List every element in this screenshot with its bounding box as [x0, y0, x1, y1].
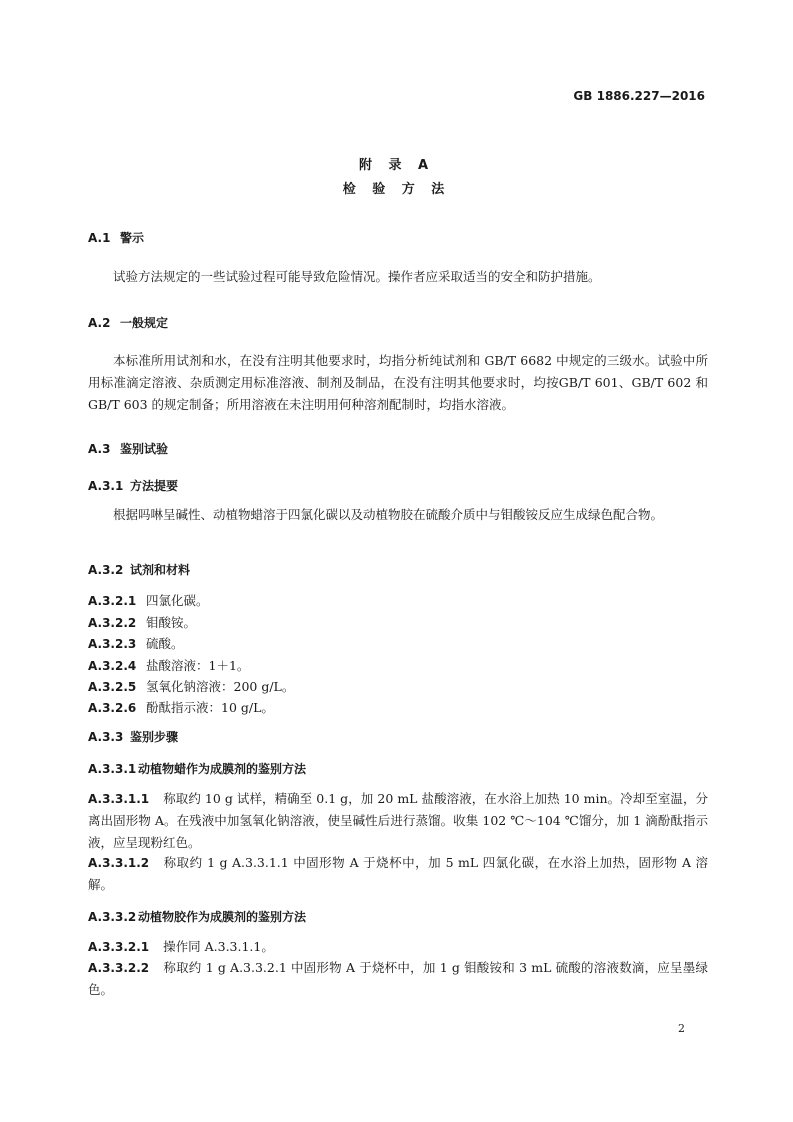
item-number: A.3.2.4	[88, 659, 137, 673]
standard-number: GB 1886.227—2016	[573, 89, 705, 103]
paragraph-a2: 本标准所用试剂和水，在没有注明其他要求时，均指分析纯试剂和 GB/T 6682 中规定的三级水。试验中所用标准滴定溶液、杂质测定用标准溶液、制剂及制品，在没有注明其他要求时，均按GB/T 601、GB/T 602 和 GB/T 603 的规定制备；所用溶液在未注明用何种溶剂配制时，均指水溶液。	[88, 353, 708, 412]
section-heading-a32	[88, 561, 190, 578]
section-heading-a2	[88, 314, 168, 331]
clause-number: A.3.3.1.2	[88, 856, 150, 870]
paragraph-a31: 根据吗啉呈碱性、动植物蜡溶于四氯化碳以及动植物胶在硫酸介质中与钼酸铵反应生成绿色配合物。	[113, 507, 664, 522]
reagent-item	[88, 698, 274, 716]
clause-text: 称取约 1 g A.3.3.1.1 中固形物 A 于烧杯中，加 5 mL 四氯化碳，在水浴上加热，固形物 A 溶解。	[88, 855, 708, 892]
reagent-item	[88, 634, 184, 652]
section-heading-a33	[88, 728, 178, 745]
paragraph-a3311	[88, 788, 708, 854]
section-title: 试剂和材料	[130, 563, 191, 577]
clause-number: A.3.3.1.1	[88, 792, 150, 806]
clause-number: A.3.3.2.1	[88, 940, 150, 954]
section-number: A.3.3.2	[88, 910, 137, 924]
item-text: 硫酸。	[146, 636, 184, 651]
paragraph-a1: 试验方法规定的一些试验过程可能导致危险情况。操作者应采取适当的安全和防护措施。	[113, 269, 601, 284]
reagent-item	[88, 656, 249, 674]
section-title: 动植物蜡作为成膜剂的鉴别方法	[138, 762, 307, 776]
section-number: A.3.2	[88, 563, 124, 577]
reagent-item	[88, 677, 294, 695]
item-number: A.3.2.3	[88, 637, 137, 651]
section-heading-a31	[88, 477, 178, 494]
item-text: 钼酸铵。	[146, 615, 197, 630]
section-heading-a331	[88, 760, 306, 777]
section-title: 一般规定	[120, 316, 169, 330]
clause-number: A.3.3.2.2	[88, 961, 150, 975]
item-text: 四氯化碳。	[146, 593, 209, 608]
paragraph-a3321	[88, 936, 708, 958]
section-number: A.3.1	[88, 479, 124, 493]
section-title: 动植物胶作为成膜剂的鉴别方法	[138, 910, 307, 924]
item-text: 酚酞指示液：10 g/L。	[146, 700, 274, 715]
paragraph-a3312	[88, 852, 708, 896]
section-title: 鉴别试验	[120, 442, 169, 456]
section-number: A.1	[88, 231, 111, 245]
item-text: 氢氧化钠溶液：200 g/L。	[146, 679, 295, 694]
page-number: 2	[678, 1022, 685, 1035]
section-number: A.3.3	[88, 730, 124, 744]
section-number: A.3.3.1	[88, 762, 137, 776]
section-title: 鉴别步骤	[130, 730, 179, 744]
clause-text: 称取约 10 g 试样，精确至 0.1 g，加 20 mL 盐酸溶液，在水浴上加热 10 min。冷却至室温，分离出固形物 A。在残液中加氢氧化钠溶液，使呈碱性后进行蒸馏。收集 102 ℃～104 ℃馏分，加 1 滴酚酞指示液，应呈现粉红色。	[88, 791, 708, 850]
section-heading-a332	[88, 908, 306, 925]
annex-title: 检 验 方 法	[342, 182, 451, 197]
item-number: A.3.2.5	[88, 680, 137, 694]
item-number: A.3.2.1	[88, 594, 137, 608]
item-number: A.3.2.2	[88, 616, 137, 630]
section-title: 警示	[120, 231, 145, 245]
section-title: 方法提要	[130, 479, 179, 493]
item-number: A.3.2.6	[88, 701, 137, 715]
section-number: A.2	[88, 316, 111, 330]
annex-label: 附 录 A	[358, 158, 435, 173]
paragraph-a3322	[88, 957, 708, 1001]
reagent-item	[88, 613, 196, 631]
reagent-item	[88, 591, 209, 609]
clause-text: 称取约 1 g A.3.3.2.1 中固形物 A 于烧杯中，加 1 g 钼酸铵和 3 mL 硫酸的溶液数滴，应呈墨绿色。	[88, 960, 708, 997]
clause-text: 操作同 A.3.3.1.1。	[163, 939, 274, 954]
section-heading-a3	[88, 440, 168, 457]
section-number: A.3	[88, 442, 111, 456]
item-text: 盐酸溶液：1＋1。	[146, 658, 250, 673]
section-heading-a1	[88, 229, 144, 246]
